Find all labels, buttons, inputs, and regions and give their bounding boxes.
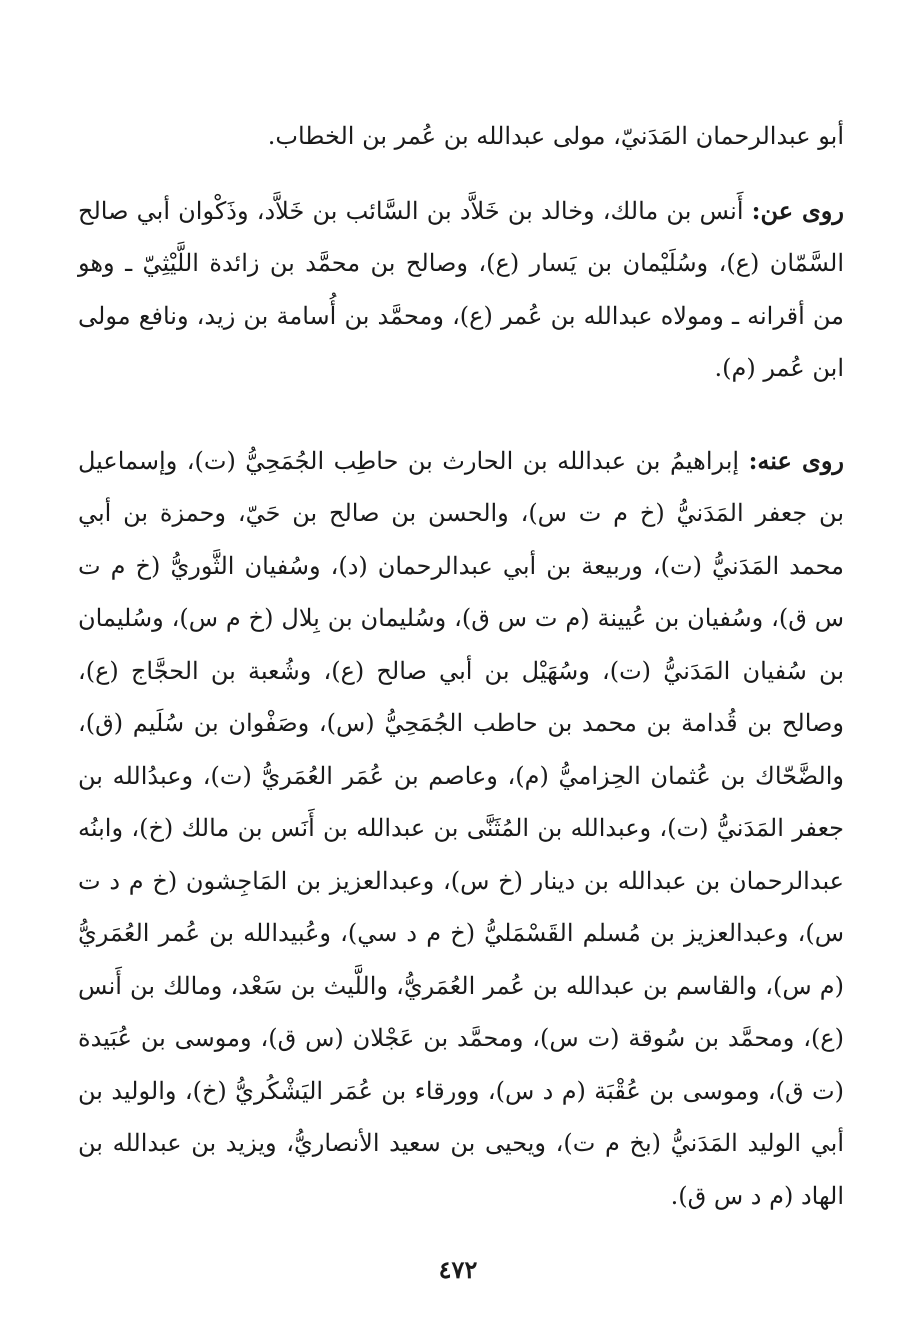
page-body (78, 110, 844, 1222)
narrated-by-paragraph (78, 435, 844, 1223)
paragraph-spacer (78, 163, 844, 185)
narrated-from-label: روى عن: (751, 195, 844, 225)
narrated-from-text: أَنس بن مالك، وخالد بن خَلاَّد بن السَّائب بن خَلاَّد، وذَكْوان أبي صالح السَّمّان (ع)، وسُلَيْمان بن يَسار (ع)، وصالح بن محمَّد بن زائدة اللَّيْثِيّ ـ وهو من أقرانه ـ ومولاه عبدالله بن عُمر (ع)، ومحمَّد بن أُسامة بن زيد، ونافع مولى ابن عُمر (م). (78, 196, 844, 382)
narrated-by-text: إبراهيمُ بن عبدالله بن الحارث بن حاطِب الجُمَحِيُّ (ت)، وإسماعيل بن جعفر المَدَنيُّ (خ م ت س)، والحسن بن صالح بن حَيّ، وحمزة بن أبي محمد المَدَنيُّ (ت)، وربيعة بن أبي عبدالرحمان (د)، وسُفيان الثَّوريُّ (خ م ت س ق)، وسُفيان بن عُيينة (م ت س ق)، وسُليمان بن بِلال (خ م س)، وسُليمان بن سُفيان المَدَنيُّ (ت)، وسُهَيْل بن أبي صالح (ع)، وشُعبة بن الحجَّاج (ع)، وصالح بن قُدامة بن محمد بن حاطب الجُمَحِيُّ (س)، وصَفْوان بن سُلَيم (ق)، والضَّحّاك بن عُثمان الحِزاميُّ (م)، وعاصم بن عُمَر العُمَريُّ (ت)، وعبدُالله بن جعفر المَدَنيُّ (ت)، وعبدالله بن المُثَنَّى بن عبدالله بن أَنَس بن مالك (خ)، وابنُه عبدالرحمان بن عبدالله بن دينار (خ س)، وعبدالعزيز بن المَاجِشون (خ م د ت س)، وعبدالعزيز بن مُسلم القَسْمَليُّ (خ م د سي)، وعُبيدالله بن عُمر العُمَريُّ (م س)، والقاسم بن عبدالله بن عُمر العُمَريُّ، واللَّيث بن سَعْد، ومالك بن أَنس (ع)، ومحمَّد بن سُوقة (ت س)، ومحمَّد بن عَجْلان (س ق)، وموسى بن عُبَيدة (ت ق)، وموسى بن عُقْبَة (م د س)، وورقاء بن عُمَر اليَشْكُريُّ (خ)، والوليد بن أبي الوليد المَدَنيُّ (بخ م ت)، ويحيى بن سعيد الأنصاريُّ، ويزيد بن عبدالله بن الهاد (م د س ق). (78, 446, 844, 1210)
narrated-by-label: روى عنه: (748, 445, 845, 475)
paragraph-spacer (78, 395, 844, 435)
header-paragraph (78, 110, 844, 163)
narrated-from-paragraph (78, 185, 844, 395)
page-number: ٤٧٢ (438, 1255, 478, 1284)
header-line: أبو عبدالرحمان المَدَنيّ، مولى عبدالله بن عُمر بن الخطاب. (267, 122, 844, 150)
